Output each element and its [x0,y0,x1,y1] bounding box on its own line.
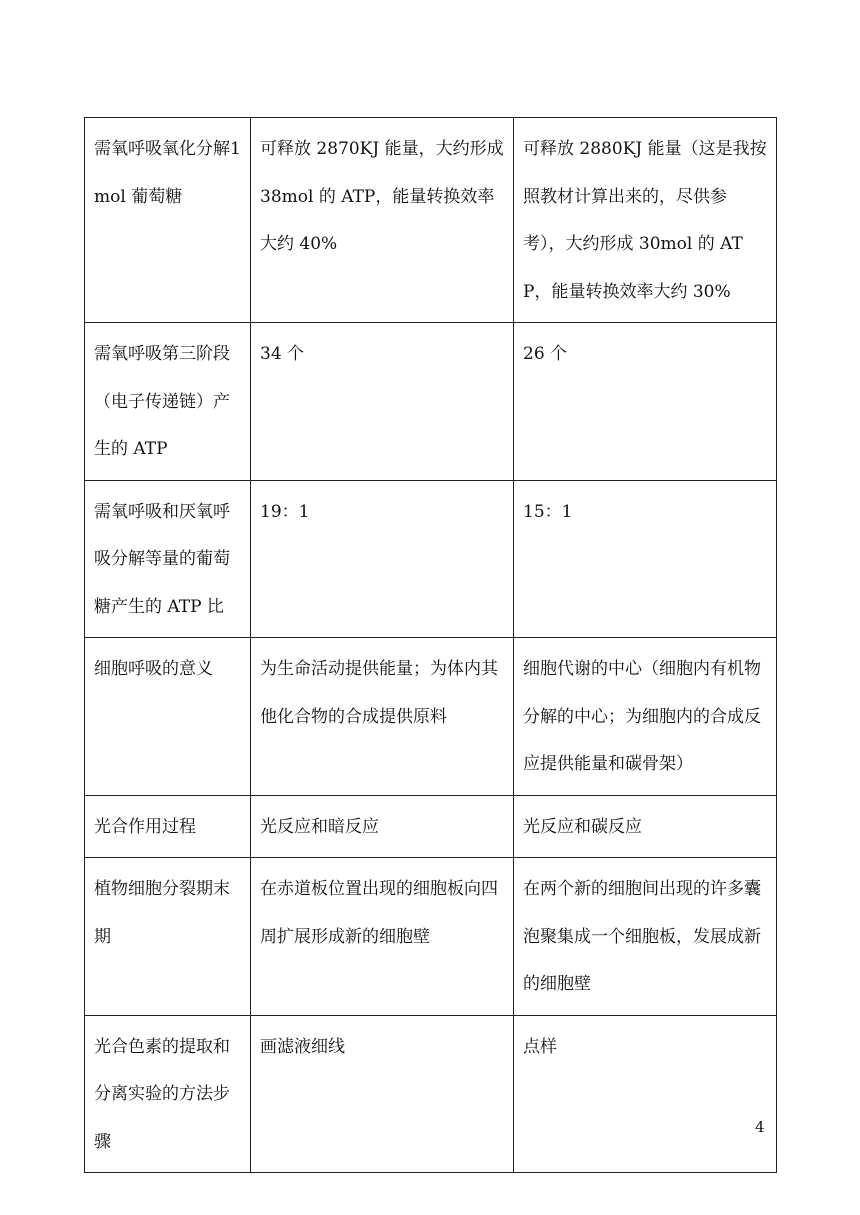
table-row [85,480,777,638]
table-cell: 光反应和碳反应 [514,795,777,858]
table-cell: 光合作用过程 [85,795,251,858]
table-cell: 光反应和暗反应 [251,795,514,858]
table-cell: 34 个 [251,323,514,481]
table-row [85,1015,777,1173]
table-cell: 需氧呼吸第三阶段（电子传递链）产生的 ATP [85,323,251,481]
table-row [85,795,777,858]
table-cell: 需氧呼吸氧化分解1mol 葡萄糖 [85,118,251,323]
table-cell: 26 个 [514,323,777,481]
table-cell: 需氧呼吸和厌氧呼吸分解等量的葡萄糖产生的 ATP 比 [85,480,251,638]
table-cell: 点样 [514,1015,777,1173]
table-row [85,118,777,323]
table-row [85,638,777,796]
table-cell: 画滤液细线 [251,1015,514,1173]
table-cell: 可释放 2870KJ 能量，大约形成 38mol 的 ATP，能量转换效率大约 40% [251,118,514,323]
table-cell: 细胞呼吸的意义 [85,638,251,796]
table-row [85,323,777,481]
table-cell: 15：1 [514,480,777,638]
page-number: 4 [755,1118,765,1136]
table-cell: 可释放 2880KJ 能量（这是我按照教材计算出来的，尽供参考），大约形成 30mol 的 ATP，能量转换效率大约 30% [514,118,777,323]
table-cell: 在赤道板位置出现的细胞板向四周扩展形成新的细胞壁 [251,858,514,1016]
table-cell: 植物细胞分裂期末期 [85,858,251,1016]
table-cell: 19：1 [251,480,514,638]
table-cell: 为生命活动提供能量；为体内其他化合物的合成提供原料 [251,638,514,796]
table-cell: 细胞代谢的中心（细胞内有机物分解的中心；为细胞内的合成反应提供能量和碳骨架） [514,638,777,796]
table-cell: 光合色素的提取和分离实验的方法步骤 [85,1015,251,1173]
table-cell: 在两个新的细胞间出现的许多囊泡聚集成一个细胞板，发展成新的细胞壁 [514,858,777,1016]
table-row [85,858,777,1016]
comparison-table [84,117,777,1173]
